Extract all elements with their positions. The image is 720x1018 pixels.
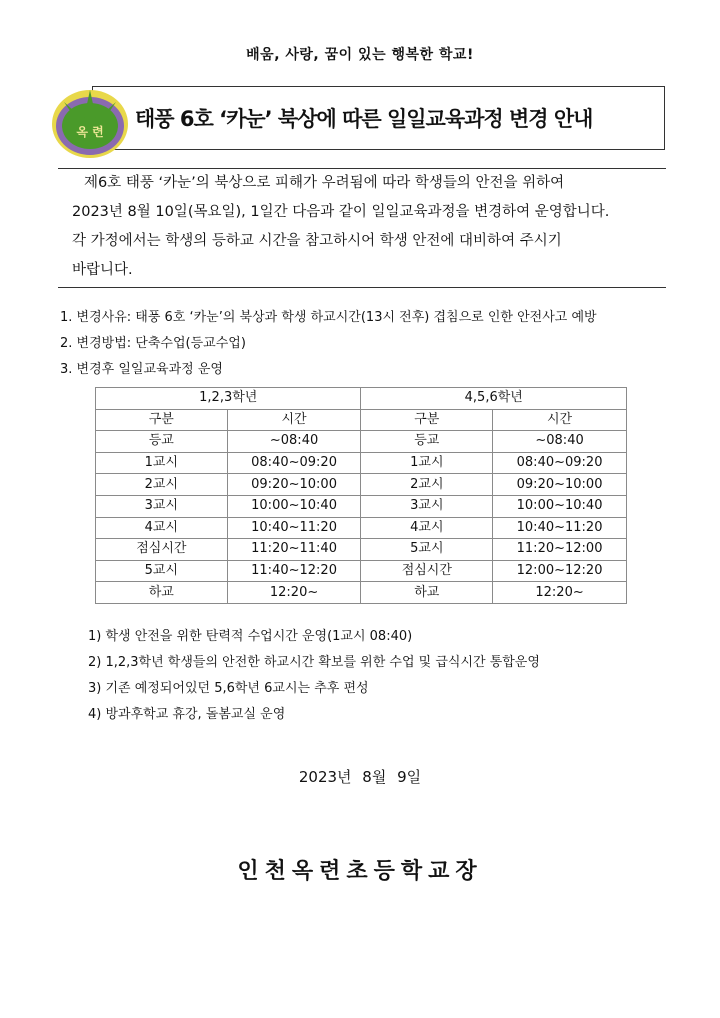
list-item: 1. 변경사유: 태풍 6호 ‘카눈’의 북상과 학생 하교시간(13시 전후) 겹침으로 인한 안전사고 예방 xyxy=(60,310,597,325)
table-cell: 등교 xyxy=(361,431,493,453)
logo-text: 옥 련 xyxy=(76,125,104,139)
table-cell: 12:20~ xyxy=(227,582,361,604)
intro-line: 각 가정에서는 학생의 등하교 시간을 참고하시어 학생 안전에 대비하여 주시기 xyxy=(72,233,562,249)
table-cell: 11:40~12:20 xyxy=(227,560,361,582)
table-cell: 4교시 xyxy=(96,517,228,539)
table-cell: 5교시 xyxy=(96,560,228,582)
table-cell: 09:20~10:00 xyxy=(493,474,627,496)
table-cell: 3교시 xyxy=(96,495,228,517)
table-row xyxy=(96,474,627,496)
notes-list xyxy=(88,624,540,728)
note-item: 3) 기존 예정되어있던 5,6학년 6교시는 추후 편성 xyxy=(88,681,369,696)
table-cell: 2교시 xyxy=(361,474,493,496)
title-box xyxy=(92,86,665,150)
table-cell: 08:40~09:20 xyxy=(493,452,627,474)
table-cell: ~08:40 xyxy=(227,431,361,453)
table-cell: 2교시 xyxy=(96,474,228,496)
table-cell: 하교 xyxy=(96,582,228,604)
table-row xyxy=(96,517,627,539)
table-cell: 11:20~11:40 xyxy=(227,539,361,561)
intro-bottom-rule xyxy=(58,287,666,288)
school-motto: 배움, 사랑, 꿈이 있는 행복한 학교! xyxy=(246,47,474,63)
table-cell: 10:40~11:20 xyxy=(493,517,627,539)
group-header-lower: 1,2,3학년 xyxy=(96,388,361,410)
table-cell: 09:20~10:00 xyxy=(227,474,361,496)
column-header: 시간 xyxy=(493,409,627,431)
table-row xyxy=(96,452,627,474)
page-title: 태풍 6호 ‘카눈’ 북상에 따른 일일교육과정 변경 안내 xyxy=(135,107,593,131)
list-item: 2. 변경방법: 단축수업(등교수업) xyxy=(60,336,246,351)
table-cell: 하교 xyxy=(361,582,493,604)
table-row xyxy=(96,431,627,453)
table-cell: 4교시 xyxy=(361,517,493,539)
table-row xyxy=(96,582,627,604)
intro-line: 바랍니다. xyxy=(72,262,133,278)
table-cell: 1교시 xyxy=(361,452,493,474)
note-item: 2) 1,2,3학년 학생들의 안전한 하교시간 확보를 위한 수업 및 급식시간 통합운영 xyxy=(88,655,540,670)
column-header: 구분 xyxy=(361,409,493,431)
intro-line: 2023년 8월 10일(목요일), 1일간 다음과 같이 일일교육과정을 변경하여 운영합니다. xyxy=(72,204,610,220)
table-cell: 12:20~ xyxy=(493,582,627,604)
table-cell: 5교시 xyxy=(361,539,493,561)
table-cell: ~08:40 xyxy=(493,431,627,453)
table-cell: 등교 xyxy=(96,431,228,453)
school-logo-icon xyxy=(50,84,130,160)
table-column-header-row xyxy=(96,409,627,431)
intro-paragraph xyxy=(72,169,662,285)
column-header: 구분 xyxy=(96,409,228,431)
table-cell: 1교시 xyxy=(96,452,228,474)
issue-date: 2023년 8월 9일 xyxy=(298,768,422,786)
schedule-table xyxy=(95,387,627,604)
intro-line: 제6호 태풍 ‘카눈’의 북상으로 피해가 우려됨에 따라 학생들의 안전을 위하여 xyxy=(84,175,565,191)
table-cell: 10:00~10:40 xyxy=(493,495,627,517)
table-cell: 11:20~12:00 xyxy=(493,539,627,561)
table-row xyxy=(96,560,627,582)
table-cell: 점심시간 xyxy=(361,560,493,582)
table-group-header-row xyxy=(96,388,627,410)
table-cell: 점심시간 xyxy=(96,539,228,561)
column-header: 시간 xyxy=(227,409,361,431)
table-cell: 10:40~11:20 xyxy=(227,517,361,539)
table-row xyxy=(96,539,627,561)
table-row xyxy=(96,495,627,517)
table-cell: 3교시 xyxy=(361,495,493,517)
note-item: 4) 방과후학교 휴강, 돌봄교실 운영 xyxy=(88,707,286,722)
list-item: 3. 변경후 일일교육과정 운영 xyxy=(60,362,223,377)
table-cell: 10:00~10:40 xyxy=(227,495,361,517)
group-header-upper: 4,5,6학년 xyxy=(361,388,627,410)
note-item: 1) 학생 안전을 위한 탄력적 수업시간 운영(1교시 08:40) xyxy=(88,629,413,644)
table-cell: 08:40~09:20 xyxy=(227,452,361,474)
principal-signature: 인천옥련초등학교장 xyxy=(237,859,483,884)
table-cell: 12:00~12:20 xyxy=(493,560,627,582)
